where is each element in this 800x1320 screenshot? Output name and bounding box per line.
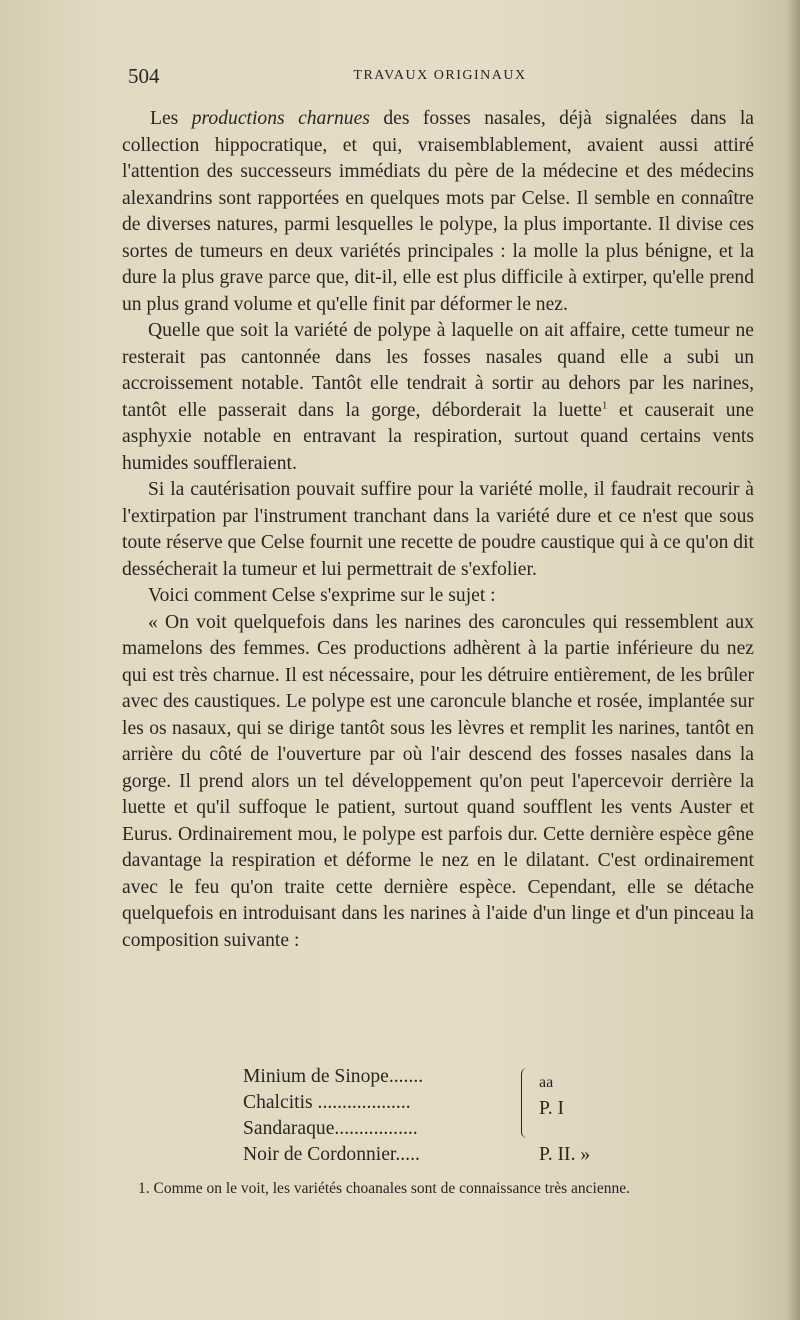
recipe-item: Noir de Cordonnier.....: [243, 1144, 420, 1165]
paragraph-1: [122, 106, 754, 318]
recipe-brace: [521, 1068, 528, 1138]
recipe-dose-1: P. I: [539, 1098, 565, 1119]
page-edge-shadow: [786, 0, 800, 1320]
running-title: TRAVAUX ORIGINAUX: [353, 68, 527, 83]
recipe-item: Minium de Sinope.......: [243, 1066, 424, 1087]
recipe-item: Chalcitis ...................: [243, 1092, 411, 1113]
footnote: [122, 1178, 758, 1199]
footnote-text: Comme on le voit, les variétés choanales sont de connaissance très ancienne.: [153, 1180, 630, 1197]
paragraph-4: Voici comment Celse s'exprime sur le sujet :: [148, 585, 496, 606]
paragraph-1-post: des fosses nasales, déjà signalées dans la collection hippocratique, et qui, vraisemblablement, avaient aussi attiré l'attention des successeurs immédiats du père de la médecine et des médecins alexandrins sont rapportées en quelques mots par Celse. Il semble en connaître de diverses natures, parmi lesquelles le polype, la plus importante. Il divise ces sortes de tumeurs en deux variétés principales : la molle la plus bénigne, et la dure la plus grave parce que, dit-il, elle est plus difficile à extirper, qu'elle prend un plus grand volume et qu'elle finit par déformer le nez.: [122, 108, 754, 315]
body-text: [122, 106, 754, 954]
paragraph-2-post: et causerait une asphyxie notable en entravant la respiration, surtout quand certains vents humides souffleraient.: [122, 399, 755, 474]
paragraph-1-pre: Les: [150, 108, 192, 129]
recipe-list: [243, 1064, 703, 1168]
recipe-dose-2: P. II. »: [539, 1144, 591, 1165]
paragraph-2: [122, 318, 754, 477]
page-number: 504: [128, 64, 160, 88]
footnote-marker: 1.: [138, 1180, 150, 1197]
recipe-item: Sandaraque.................: [243, 1118, 418, 1139]
recipe-dose-aa: aa: [539, 1074, 554, 1091]
paragraph-2-pre: Quelle que soit la variété de polype à laquelle on ait affaire, cette tumeur ne resterait pas cantonnée dans les fosses nasales quand elle a subi un accroissement notable. Tantôt elle tendrait à sortir au dehors par les narines, tantôt elle passerait dans la gorge, déborderait la luette: [122, 320, 754, 421]
paragraph-5-quote: « On voit quelquefois dans les narines des caroncules qui ressemblent aux mamelons des femmes. Ces productions adhèrent à la partie inférieure du nez qui est très charnue. Il est nécessaire, pour les détruire entièrement, de les brûler avec des caustiques. Le polype est une caroncule blanche et rosée, implantée sur les os nasaux, qui se dirige tantôt sous les lèvres et remplit les narines, tantôt en arrière du côté de l'ouverture par où l'air descend des fosses nasales dans la gorge. Il prend alors un tel développement qu'on peut l'apercevoir derrière la luette et qu'il suffoque le patient, surtout quand soufflent les vents Auster et Eurus. Ordinairement mou, le polype est parfois dur. Cette dernière espèce gêne davantage la respiration et déforme le nez en le dilatant. C'est ordinairement avec le feu qu'on traite cette dernière espèce. Cependant, elle se détache quelquefois en introduisant dans les narines à l'aide d'un linge et d'un pinceau la composition suivante :: [122, 611, 754, 951]
paragraph-3: Si la cautérisation pouvait suffire pour la variété molle, il faudrait recourir à l'extirpation par l'instrument tranchant dans la variété dure et ce n'est que sous toute réserve que Celse fournit une recette de poudre caustique qui à ce qu'on dit dessécherait la tumeur et lui permettrait de s'exfolier.: [122, 479, 754, 580]
page-header: [128, 64, 752, 88]
paragraph-1-emphasis: productions charnues: [191, 108, 370, 129]
footnote-reference: 1: [601, 398, 608, 411]
